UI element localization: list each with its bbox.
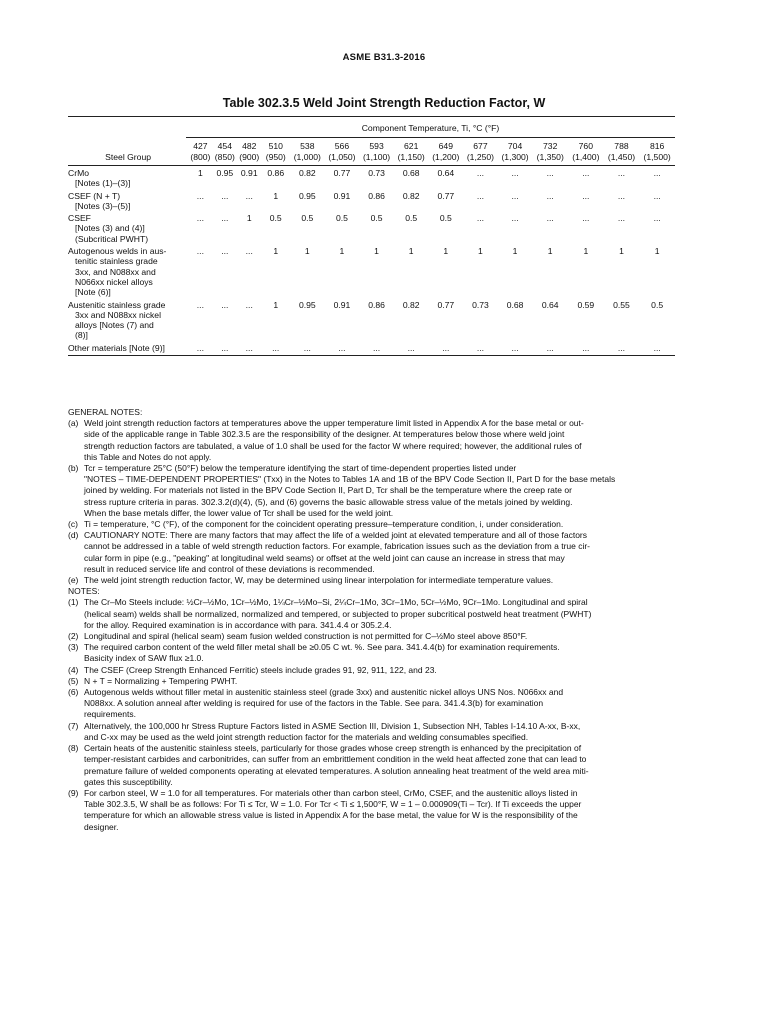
note-line: side of the applicable range in Table 302.3.5 are the responsibility of the designer. At temperatures below those where weld joint [84,429,565,440]
factor-cell: ... [639,341,675,356]
note-text [84,597,680,631]
table-title: Table 302.3.5 Weld Joint Strength Reduction Factor, W [222,96,546,110]
note-number: (c) [68,519,78,530]
note-number: (2) [68,631,79,642]
factor-cell: ... [476,190,485,201]
note-text [84,665,680,676]
steel-group-cell [68,211,188,244]
factor-cell: 0.77 [437,299,455,310]
notes-section [68,407,680,833]
note-line: Tcr = temperature 25°C (50°F) below the temperature identifying the start of time-dependent properties listed under [84,463,517,474]
temp-header [213,141,237,166]
factor-cell: 1 [304,246,310,257]
steel-group-line: Autogenous welds in aus- [68,246,167,257]
strength-reduction-table [68,141,675,356]
factor-cell: ... [429,341,464,356]
factor-cell: ... [237,341,261,356]
factor-cell: 0.86 [368,299,385,310]
notes-list [68,597,680,832]
factor-cell: 0.86 [267,168,285,178]
note-line: for the alloy. Required examination is in accordance with para. 341.4.4 or 305.2.4. [84,619,392,630]
temp-header [290,141,325,166]
temp-header [359,141,394,166]
note-line: result in reduced service life and control of these deviations is recommended. [84,563,375,574]
note-item [68,676,680,687]
note-line: N088xx. A solution anneal after welding is required for use of the factors in the Table. See para. 341.4.3(b) for examination [84,698,544,709]
factor-cell: 0.95 [216,168,234,178]
note-item [68,631,680,642]
temp-header [639,141,675,166]
factor-cell: 1 [273,246,279,257]
factor-cell: ... [245,246,253,257]
factor-cell: ... [511,190,519,201]
temp-c: 732 [543,141,558,151]
table-row [68,189,675,212]
temp-c: 593 [369,141,384,151]
factor-cell: 0.77 [333,168,351,178]
factor-cell: 0.91 [333,190,351,201]
factor-cell: ... [653,190,661,201]
note-line: When the base metals differ, the lower value of Tcr shall be used for the weld joint. [84,507,394,518]
note-line: Alternatively, the 100,000 hr Stress Rupture Factors listed in ASME Section III, Division 1, Subsection NH, Tables I-14.10 A-xx, B-xx, [84,720,581,731]
factor-cell: 0.5 [439,213,452,224]
temp-header [532,141,568,166]
note-line: CAUTIONARY NOTE: There are many factors that may affect the life of a welded joint at elevated temperature and all of those factors [84,530,588,541]
factor-cell: ... [546,190,554,201]
note-item [68,597,680,631]
note-line: joined by welding. For materials not listed in the BPV Code Section II, Part D, Tcr shall be the temperature where the creep rate or [84,485,572,496]
steel-group-line: Other materials [Note (9)] [68,342,165,353]
factor-cell: ... [582,213,590,224]
steel-group-line: [Note (6)] [75,287,111,298]
note-text [84,418,680,463]
component-temperature-label: Component Temperature, Ti, °C (°F) [361,123,500,133]
factor-cell: 1 [654,246,660,257]
note-item [68,530,680,575]
factor-cell: 1 [408,246,414,257]
factor-cell: ... [196,190,204,201]
steel-group-line: tenitic stainless grade [75,256,158,267]
note-item [68,463,680,519]
factor-cell: ... [617,168,626,178]
note-line: designer. [84,821,119,832]
factor-cell: ... [498,341,533,356]
factor-cell: ... [359,341,394,356]
factor-cell: 0.64 [437,168,455,178]
note-line: Basicity index of SAW flux ≥1.0. [84,653,204,664]
table-row [68,298,675,341]
note-line: premature failure of welded components operating at elevated temperatures. A solution annealing heat treatment of the weld area miti- [84,765,589,776]
note-line: The Cr–Mo Steels include: ½Cr–½Mo, 1Cr–½Mo, 1¼Cr–½Mo–Si, 2¼Cr–1Mo, 3Cr–1Mo, 5Cr–½Mo, 9Cr–1Mo. Longitudinal and spiral [84,597,588,608]
temp-f: (1,150) [397,152,425,162]
temp-c: 510 [268,141,283,151]
temp-c: 677 [473,141,488,151]
steel-group-cell [68,341,188,356]
steel-group-line: (8)] [75,330,88,341]
factor-cell: 0.77 [437,190,455,201]
temp-f: (800) [190,152,211,162]
temp-c: 454 [217,141,232,151]
steel-group-line: alloys [Notes (7) and [75,320,154,331]
temp-c: 621 [404,141,419,151]
temp-f: (1,300) [501,152,529,162]
factor-cell: ... [245,190,253,201]
factor-cell: ... [546,168,554,178]
temp-c: 482 [242,141,257,151]
temp-f: (1,500) [643,152,671,162]
note-number: (b) [68,463,79,474]
note-line: Weld joint strength reduction factors at temperatures above the upper temperature limit listed in Appendix A for the base metal or out- [84,418,584,429]
note-number: (4) [68,664,79,675]
factor-cell: 1 [339,246,345,257]
factor-cell: 0.59 [577,299,595,310]
temp-f: (900) [239,152,260,162]
factor-cell: ... [511,213,519,224]
note-text [84,519,680,530]
temp-header [498,141,533,166]
factor-cell: 1 [443,246,449,257]
factor-cell: 1 [619,246,624,257]
temp-header [237,141,261,166]
note-line: The CSEF (Creep Strength Enhanced Ferritic) steels include grades 91, 92, 911, 122, and 23. [84,664,437,675]
table-row [68,166,675,189]
steel-group-line: 3xx, and N088xx and [75,266,156,277]
note-line: Table 302.3.5, W shall be as follows: For Ti ≤ Tcr, W = 1.0. For Tcr < Ti ≤ 1,500°F, W = 1 – 0.000909(Ti – Tcr). If Ti exceeds the upper [84,799,582,810]
factor-cell: ... [653,168,661,178]
factor-cell: 0.91 [333,299,351,310]
note-line: (helical seam) welds shall be normalized, normalized and tempered, or subjected to proper subcritical postweld heat treatment (PWHT) [84,608,592,619]
factor-cell: 0.5 [405,213,418,224]
temp-c: 649 [438,141,453,151]
steel-group-line: (Subcritical PWHT) [75,233,149,244]
note-line: temperature for which an allowable stress value is listed in Appendix A for the base metal, the value for W is the responsibility of the [84,810,578,821]
factor-cell: ... [653,213,661,224]
factor-cell: ... [568,341,604,356]
steel-group-line: [Notes (3) and (4)] [75,223,145,234]
temp-f: (850) [214,152,235,162]
factor-cell: 1 [583,246,589,257]
temp-header [568,141,604,166]
note-item [68,687,680,721]
factor-cell: 0.82 [298,168,316,178]
factor-cell: 0.5 [651,299,664,310]
factor-cell: 0.91 [240,168,258,178]
general-notes-list [68,418,680,586]
temp-header [261,141,290,166]
temp-f: (1,200) [432,152,460,162]
note-item [68,788,680,833]
steel-group-line: CSEF [68,213,91,224]
factor-cell: 0.82 [402,299,420,310]
factor-cell: ... [617,190,626,201]
factor-cell: ... [582,190,590,201]
factor-cell: ... [221,299,229,310]
note-text [84,687,680,721]
factor-cell: ... [546,213,554,224]
steel-group-line: [Notes (1)–(3)] [75,178,131,189]
factor-cell: ... [221,213,229,224]
temp-header [188,141,212,166]
factor-cell: ... [196,213,204,224]
general-notes-heading: GENERAL NOTES: [68,407,143,417]
factor-cell: ... [325,341,360,356]
factor-cell: 0.5 [301,213,314,224]
temp-f: (1,050) [328,152,356,162]
note-number: (8) [68,743,79,754]
temp-c: 566 [334,141,350,151]
factor-cell: 0.86 [368,190,385,201]
factor-cell: ... [196,246,204,257]
factor-cell: ... [582,168,590,178]
steel-group-cell [68,244,188,297]
component-rule [186,137,675,138]
factor-cell: ... [476,213,485,224]
note-text [84,788,680,833]
factor-cell: 0.68 [402,168,420,178]
note-item [68,721,680,743]
steel-group-header: Steel Group [68,141,188,166]
note-line: stress rupture criteria in paras. 302.3.2(d)(4), (5), and (6) governs the basic allowable stress value of the metals joined by welding. [84,496,573,507]
factor-cell: ... [532,341,568,356]
note-number: (5) [68,675,79,686]
page-header: ASME B31.3-2016 [342,52,426,63]
strength-table-wrapper [68,141,675,356]
note-item [68,665,680,676]
factor-cell: 1 [374,246,379,257]
factor-cell: 0.73 [368,168,385,178]
temp-f: (1,000) [293,152,321,162]
factor-cell: ... [463,341,498,356]
steel-group-line: CrMo [68,168,90,178]
note-item [68,418,680,463]
factor-cell: 0.64 [541,299,559,310]
factor-cell: 0.95 [298,299,316,310]
steel-group-line: CSEF (N + T) [68,190,121,201]
note-text [84,676,680,687]
note-number: (e) [68,575,79,586]
note-line: Autogenous welds without filler metal in austenitic stainless steel (grade 3xx) and austenitic nickel alloys UNS Nos. N066xx and [84,687,564,698]
note-number: (a) [68,418,79,429]
note-item [68,519,680,530]
temp-header [394,141,429,166]
steel-group-line: Austenitic stainless grade [68,299,166,310]
note-line: strength reduction factors are tabulated, a value of 1.0 shall be used for the factor W where required; however, the additional rules of [84,440,582,451]
temp-header [325,141,360,166]
note-number: (1) [68,597,79,608]
factor-cell: ... [221,246,229,257]
factor-cell: 0.5 [370,213,383,224]
header-row [68,141,675,166]
factor-cell: 1 [547,246,553,257]
steel-group-cell [68,166,188,189]
notes-heading: NOTES: [68,586,100,597]
temp-header [429,141,464,166]
note-text [84,642,680,664]
factor-cell: 0.68 [506,299,524,310]
temp-c: 788 [614,141,629,151]
steel-group-line: 3xx and N088xx nickel [75,309,161,320]
note-line: N + T = Normalizing + Tempering PWHT. [84,675,238,686]
steel-group-cell [68,298,188,341]
table-row [68,341,675,356]
factor-cell: 0.55 [613,299,630,310]
note-line: cular form in pipe (e.g., "peaking" at longitudinal weld seams) or offset at the weld joint can cause an increase in stress that may [84,552,565,563]
factor-cell: 1 [273,190,279,201]
note-line: The required carbon content of the weld filler metal shall be ≥0.05 C wt. %. See para. 341.4.4(b) for examination requirements. [84,642,560,653]
note-item [68,575,680,586]
note-text [84,721,680,743]
note-text [84,530,680,575]
note-item [68,642,680,664]
factor-cell: ... [188,341,212,356]
factor-cell: ... [261,341,290,356]
note-number: (7) [68,720,79,731]
note-line: requirements. [84,709,136,720]
note-number: (3) [68,642,79,653]
factor-cell: 1 [273,299,279,310]
factor-cell: 0.5 [269,213,282,224]
temp-f: (1,100) [362,152,391,162]
temp-f: (1,350) [536,152,564,162]
note-line: "NOTES – TIME-DEPENDENT PROPERTIES" (Txx) in the Notes to Tables 1A and 1B of the BPV Code Section II, Part D for the base metals [84,474,616,485]
factor-cell: 0.95 [298,190,316,201]
note-line: cannot be addressed in a table of weld strength reduction factors. For example, fabrication issues such as the deviation from a true cir- [84,541,591,552]
temp-header [604,141,640,166]
factor-cell: ... [394,341,429,356]
temp-f: (1,450) [607,152,636,162]
table-body [68,166,675,356]
factor-cell: ... [604,341,640,356]
factor-cell: ... [476,168,485,178]
note-item [68,743,680,788]
temp-c: 704 [507,141,523,151]
factor-cell: 1 [478,246,483,257]
factor-cell: 0.5 [335,213,348,224]
factor-cell: 1 [246,213,252,224]
factor-cell: 0.73 [472,299,489,310]
note-number: (d) [68,530,79,541]
note-line: The weld joint strength reduction factor, W, may be determined using linear interpolation for intermediate temperature values. [84,575,554,586]
note-line: Longitudinal and spiral (helical seam) seam fusion welded construction is not permitted for C–½Mo steel above 850°F. [84,631,528,642]
temp-c: 816 [649,141,665,151]
factor-cell: ... [290,341,325,356]
temp-c: 538 [300,141,315,151]
temp-f: (1,250) [466,152,495,162]
temp-f: (950) [265,152,286,162]
temp-c: 427 [193,141,208,151]
factor-cell: ... [196,299,204,310]
temp-c: 760 [578,141,593,151]
note-line: Ti = temperature, °C (°F), of the component for the coincident operating pressure–temperature condition, i, under consideration. [84,519,564,530]
note-number: (9) [68,787,79,798]
note-line: For carbon steel, W = 1.0 for all temperatures. For materials other than carbon steel, CrMo, CSEF, and the austenitic alloys listed in [84,787,578,798]
note-text [84,575,680,586]
steel-group-line: [Notes (3)–(5)] [75,200,131,211]
temp-header [463,141,498,166]
note-text [84,743,680,788]
temp-f: (1,400) [572,152,600,162]
note-text [84,631,680,642]
note-line: Certain heats of the austenitic stainless steels, particularly for those grades whose creep strength is enhanced by the precipitation of [84,743,582,754]
steel-group-line: N066xx nickel alloys [75,276,153,287]
table-row [68,211,675,244]
note-line: gates this susceptibility. [84,776,173,787]
note-line: this Table and Notes do not apply. [84,451,212,462]
steel-group-cell [68,189,188,212]
factor-cell: ... [245,299,253,310]
factor-cell: 1 [198,168,203,178]
note-number: (6) [68,687,79,698]
factor-cell: ... [617,213,626,224]
factor-cell: ... [511,168,519,178]
factor-cell: ... [221,190,229,201]
note-line: and C-xx may be used as the weld joint strength reduction factor for the materials and welding consumables specified. [84,731,529,742]
factor-cell: ... [213,341,237,356]
note-line: temper-resistant carbides and carbonitrides, can suffer from an embrittlement condition in the weld heat affected zone that can lead to [84,754,587,765]
factor-cell: 0.82 [402,190,420,201]
factor-cell: 1 [512,246,518,257]
table-row [68,244,675,297]
top-rule [68,116,675,117]
note-text [84,463,680,519]
